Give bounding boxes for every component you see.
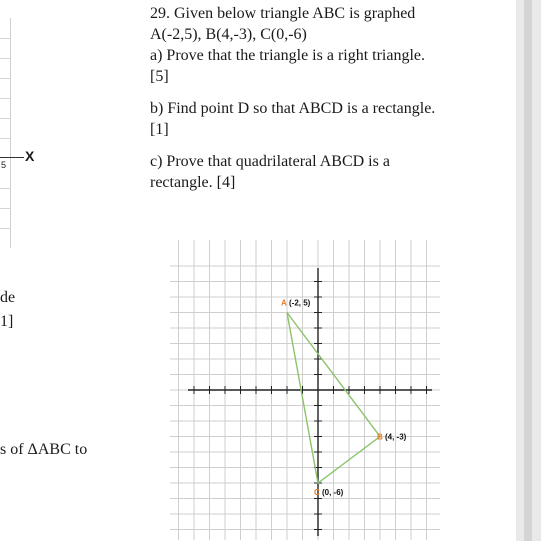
point-c-letter: C <box>314 488 320 497</box>
left-cropped-grid <box>0 18 11 248</box>
part-b-text: b) Find point D so that ABCD is a rectangle. <box>150 100 436 117</box>
question-coordinates: A(-2,5), B(4,-3), C(0,-6) <box>150 26 307 43</box>
point-c-coords: (0, -6) <box>322 488 344 497</box>
point-a-coords: (-2, 5) <box>289 298 311 308</box>
x-axis-label: X <box>25 148 35 164</box>
left-fragment-de: de <box>0 289 16 306</box>
part-a-points: [5] <box>150 68 169 85</box>
coordinate-graph <box>170 240 440 540</box>
question-title: 29. Given below triangle ABC is graphed <box>150 5 416 22</box>
part-b-points: [1] <box>150 121 169 138</box>
axis-tick-label: 5 <box>1 160 7 170</box>
scrollbar-thumb[interactable] <box>524 0 532 541</box>
part-a-text: a) Prove that the triangle is a right triangle. <box>150 47 426 64</box>
right-scroll-strip[interactable] <box>516 0 541 541</box>
left-fragment-bracket: 1] <box>0 313 14 330</box>
x-axis-line <box>0 157 24 158</box>
part-c-text-cont: rectangle. [4] <box>150 174 236 191</box>
point-b-letter: B <box>377 432 383 442</box>
question-29 <box>150 3 510 193</box>
part-c-text: c) Prove that quadrilateral ABCD is a <box>150 153 390 170</box>
left-fragment-triangle-ref: s of ΔABC to <box>0 441 88 458</box>
point-b-coords: (4, -3) <box>385 432 407 442</box>
point-a-letter: A <box>281 298 287 308</box>
